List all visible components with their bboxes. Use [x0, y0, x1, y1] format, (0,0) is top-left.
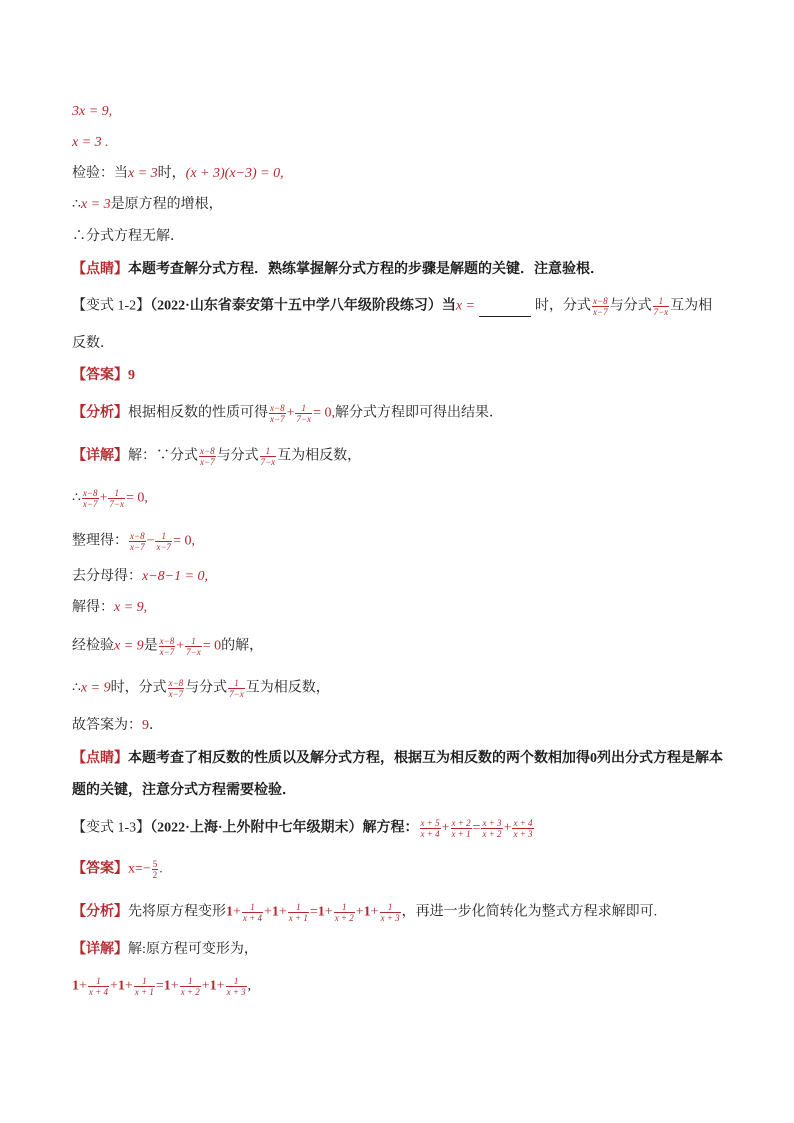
eq-text: x = 3 . — [72, 135, 109, 150]
math: = 0, — [313, 405, 335, 421]
text: 时，分式 — [110, 680, 167, 696]
numerator: 1 — [658, 296, 664, 306]
fraction-1-7x — [260, 446, 277, 467]
numerator: 1 — [301, 403, 307, 413]
fraction-x8 — [159, 636, 176, 657]
numerator: 1 — [250, 902, 255, 912]
plus-sign: + — [201, 978, 210, 994]
plus-sign: + — [503, 820, 512, 836]
text: . — [159, 861, 163, 877]
denominator: 7−x — [229, 689, 244, 699]
comment-line-2 — [72, 749, 723, 769]
variant-1-2-question-cont — [72, 334, 114, 354]
plus-sign: + — [176, 638, 185, 654]
numerator: 1 — [187, 976, 193, 986]
fraction-1-x4 — [88, 976, 109, 997]
comment-text: 题的关键，注意分式方程需要检验． — [72, 783, 296, 798]
analysis-line — [72, 403, 503, 424]
answer-line-2 — [72, 859, 163, 880]
plus-sign: + — [286, 405, 295, 421]
therefore-symbol: ∴ — [72, 490, 81, 506]
math: x = 3 — [128, 166, 158, 181]
numerator: 1 — [96, 976, 101, 986]
fraction-1-7x — [295, 403, 312, 424]
numerator: x−8 — [159, 636, 175, 646]
detail-line-4 — [72, 567, 208, 587]
denominator: x + 4 — [420, 829, 440, 839]
denominator: x + 3 — [513, 829, 533, 839]
fraction-1-x1 — [288, 902, 309, 923]
math: (x + 3)(x−3) = 0, — [185, 166, 284, 181]
answer-value: 9 — [128, 368, 135, 383]
numerator: x−8 — [168, 678, 184, 688]
fraction-1-x1 — [134, 976, 155, 997]
fraction-1-x4 — [242, 902, 263, 923]
detail-line-1 — [72, 446, 361, 467]
text: 整理得： — [72, 533, 128, 549]
fraction-1-7x — [108, 488, 125, 509]
comment-line-1 — [72, 260, 604, 280]
numerator: 1 — [233, 976, 239, 986]
answer-value: x=− — [128, 861, 151, 877]
text: 时， — [157, 166, 186, 181]
fraction-x8 — [269, 403, 286, 424]
plus-sign: + — [99, 490, 108, 506]
detail-line-7 — [72, 678, 330, 699]
math: x = 3 — [80, 197, 111, 212]
math: 1 — [72, 978, 79, 994]
numerator: 1 — [114, 488, 119, 498]
detail-line-2 — [72, 488, 148, 509]
denominator: x + 1 — [451, 829, 471, 839]
math: x = 9 — [80, 680, 111, 696]
numerator: 1 — [161, 531, 167, 541]
denominator: x + 4 — [88, 987, 108, 997]
text: 互为相 — [670, 298, 713, 314]
numerator: 1 — [387, 902, 393, 912]
numerator: x−8 — [200, 446, 215, 456]
source-text: （2022·上海·上外附中七年级期末）解方程： — [150, 820, 419, 836]
fraction-x8 — [168, 678, 185, 699]
variant-1-3-question — [72, 818, 535, 839]
numerator: 1 — [142, 976, 147, 986]
check-line — [72, 164, 284, 184]
therefore-symbol: ∴ — [72, 197, 81, 212]
detail-line-3 — [72, 531, 195, 552]
numerator: x + 5 — [420, 818, 440, 828]
denominator: x−7 — [156, 542, 172, 552]
extraneous-root-line — [72, 195, 223, 215]
analysis-line-2 — [72, 902, 657, 923]
math: = 0, — [125, 490, 148, 506]
plus-sign: + — [355, 904, 364, 920]
numerator: 1 — [341, 902, 347, 912]
variant-label: 【变式 1-2】 — [72, 298, 151, 314]
denominator: x + 3 — [380, 913, 400, 923]
section-label: 【点睛】 — [72, 262, 128, 277]
section-label: 【点睛】 — [72, 751, 128, 766]
section-label: 【答案】 — [72, 368, 128, 383]
fraction-x8 — [82, 488, 99, 509]
plus-sign: + — [170, 978, 179, 994]
section-label: 【分析】 — [72, 405, 128, 421]
comment-text: 本题考查解分式方程．熟练掌握解分式方程的步骤是解题的关键．注意验根． — [128, 262, 604, 277]
numerator: 1 — [265, 446, 271, 456]
math: 1 — [271, 904, 279, 920]
plus-sign: + — [278, 904, 287, 920]
numerator: x−8 — [82, 488, 98, 498]
detail-line-8 — [72, 716, 163, 736]
numerator: x + 2 — [451, 818, 471, 828]
text: 先将原方程变形 — [128, 904, 226, 920]
fraction-1-7x — [228, 678, 245, 699]
answer-blank — [479, 302, 531, 317]
plus-sign: + — [233, 904, 241, 920]
denominator: x−7 — [593, 307, 608, 317]
denominator: x−7 — [82, 499, 98, 509]
fraction-x2 — [451, 818, 472, 839]
text: ． — [149, 718, 163, 733]
numerator: 1 — [191, 636, 196, 646]
equals-sign: = — [155, 978, 164, 994]
text: 与分式 — [185, 680, 228, 696]
denominator: 7−x — [186, 647, 201, 657]
fraction-1-x3 — [226, 976, 247, 997]
denominator: x−7 — [130, 542, 145, 552]
answer-value: 9 — [142, 718, 149, 733]
math: 1 — [317, 904, 325, 920]
eq-text: 3x = 9, — [72, 104, 113, 119]
equals-sign: = — [309, 904, 318, 920]
denominator: 2 — [152, 870, 158, 880]
plus-sign: + — [79, 978, 87, 994]
fraction-1-7x — [653, 296, 670, 317]
numerator: x−8 — [270, 403, 285, 413]
text: 解:原方程可变形为， — [128, 942, 258, 957]
numerator: x + 4 — [513, 818, 533, 828]
plus-sign: + — [441, 820, 450, 836]
section-label: 【答案】 — [72, 861, 128, 877]
text: 解得： — [72, 600, 114, 615]
math: 1 — [209, 978, 217, 994]
numerator: x + 3 — [482, 818, 502, 828]
denominator: x + 1 — [288, 913, 308, 923]
section-label: 【分析】 — [72, 904, 128, 920]
minus-sign: − — [146, 533, 155, 549]
fraction-1-x3 — [380, 902, 401, 923]
variant-1-2-question — [72, 296, 712, 317]
math: = 0 — [202, 638, 222, 654]
text: 检验：当 — [72, 166, 128, 181]
equation-x-3 — [72, 133, 109, 153]
equation-3x-9 — [72, 102, 112, 122]
math: 1 — [163, 978, 171, 994]
denominator: 7−x — [653, 307, 669, 317]
answer-line — [72, 366, 135, 386]
no-solution-line — [72, 227, 184, 247]
math: x−8−1 = 0, — [142, 569, 209, 584]
denominator: 7−x — [260, 457, 276, 467]
fraction-1-7x — [185, 636, 202, 657]
text: 解：∵分式 — [128, 448, 198, 464]
detail-line-10 — [72, 976, 251, 997]
fraction-x4 — [512, 818, 533, 839]
text: 解分式方程即可得出结果． — [334, 405, 503, 421]
numerator: 1 — [234, 678, 239, 688]
denominator: x−7 — [168, 689, 184, 699]
text: 反数． — [72, 336, 114, 351]
therefore-symbol: ∴ — [72, 680, 81, 696]
text: 去分母得： — [72, 569, 142, 584]
fraction-1-x2 — [334, 902, 355, 923]
fraction-x8 — [129, 531, 146, 552]
numerator: 1 — [296, 902, 301, 912]
math: x = 9, — [114, 600, 148, 615]
numerator: x−8 — [593, 296, 608, 306]
plus-sign: + — [324, 904, 333, 920]
denominator: x + 4 — [242, 913, 262, 923]
plus-sign: + — [263, 904, 272, 920]
text: 与分式 — [609, 298, 652, 314]
denominator: 7−x — [296, 414, 312, 424]
text: 的解， — [221, 638, 264, 654]
numerator: x−8 — [130, 531, 145, 541]
denominator: x + 2 — [180, 987, 200, 997]
comment-text: 本题考查了相反数的性质以及解分式方程，根据互为相反数的两个数相加得0列出分式方程是解本 — [128, 751, 723, 766]
denominator: x−7 — [270, 414, 285, 424]
plus-sign: + — [216, 978, 225, 994]
fraction-x8 — [592, 296, 609, 317]
plus-sign: + — [370, 904, 379, 920]
fraction-1-x2 — [180, 976, 201, 997]
comment-line-2-cont — [72, 781, 296, 801]
section-label: 【详解】 — [72, 448, 128, 464]
fraction-1-x7 — [155, 531, 172, 552]
math: x = — [455, 298, 476, 314]
fraction-x5 — [420, 818, 441, 839]
text: 是 — [143, 638, 158, 654]
plus-sign: + — [124, 978, 133, 994]
math: 1 — [226, 904, 233, 920]
denominator: x−7 — [200, 457, 215, 467]
plus-sign: + — [109, 978, 118, 994]
text: 时，分式 — [535, 298, 592, 314]
denominator: x + 1 — [134, 987, 154, 997]
math: 1 — [363, 904, 371, 920]
equals-sign: = — [472, 820, 481, 836]
math: = 0, — [173, 533, 195, 549]
denominator: x + 3 — [226, 987, 246, 997]
fraction-x3 — [481, 818, 502, 839]
denominator: x + 2 — [334, 913, 354, 923]
detail-line-5 — [72, 598, 147, 618]
numerator: 5 — [152, 859, 158, 869]
text: 根据相反数的性质可得 — [128, 405, 268, 421]
math: 1 — [117, 978, 125, 994]
math: x = 9 — [114, 638, 144, 654]
source-text: （2022·山东省泰安第十五中学八年级阶段练习）当 — [150, 298, 456, 314]
text: 互为相反数， — [277, 448, 362, 464]
text: 故答案为： — [72, 718, 142, 733]
text: 是原方程的增根， — [110, 197, 223, 212]
text: , — [247, 978, 252, 994]
text: 互为相反数， — [245, 680, 330, 696]
denominator: 7−x — [109, 499, 124, 509]
detail-line-6 — [72, 636, 263, 657]
fraction-x8 — [199, 446, 216, 467]
text: ，再进一步化简转化为整式方程求解即可. — [401, 904, 658, 920]
variant-label: 【变式 1-3】 — [72, 820, 151, 836]
section-label: 【详解】 — [72, 942, 128, 957]
fraction-5-2 — [152, 859, 159, 880]
text: 经检验 — [72, 638, 114, 654]
detail-line-9 — [72, 940, 258, 960]
text: 与分式 — [216, 448, 259, 464]
denominator: x + 2 — [482, 829, 502, 839]
denominator: x−7 — [159, 647, 175, 657]
text: ∴分式方程无解． — [72, 229, 184, 244]
